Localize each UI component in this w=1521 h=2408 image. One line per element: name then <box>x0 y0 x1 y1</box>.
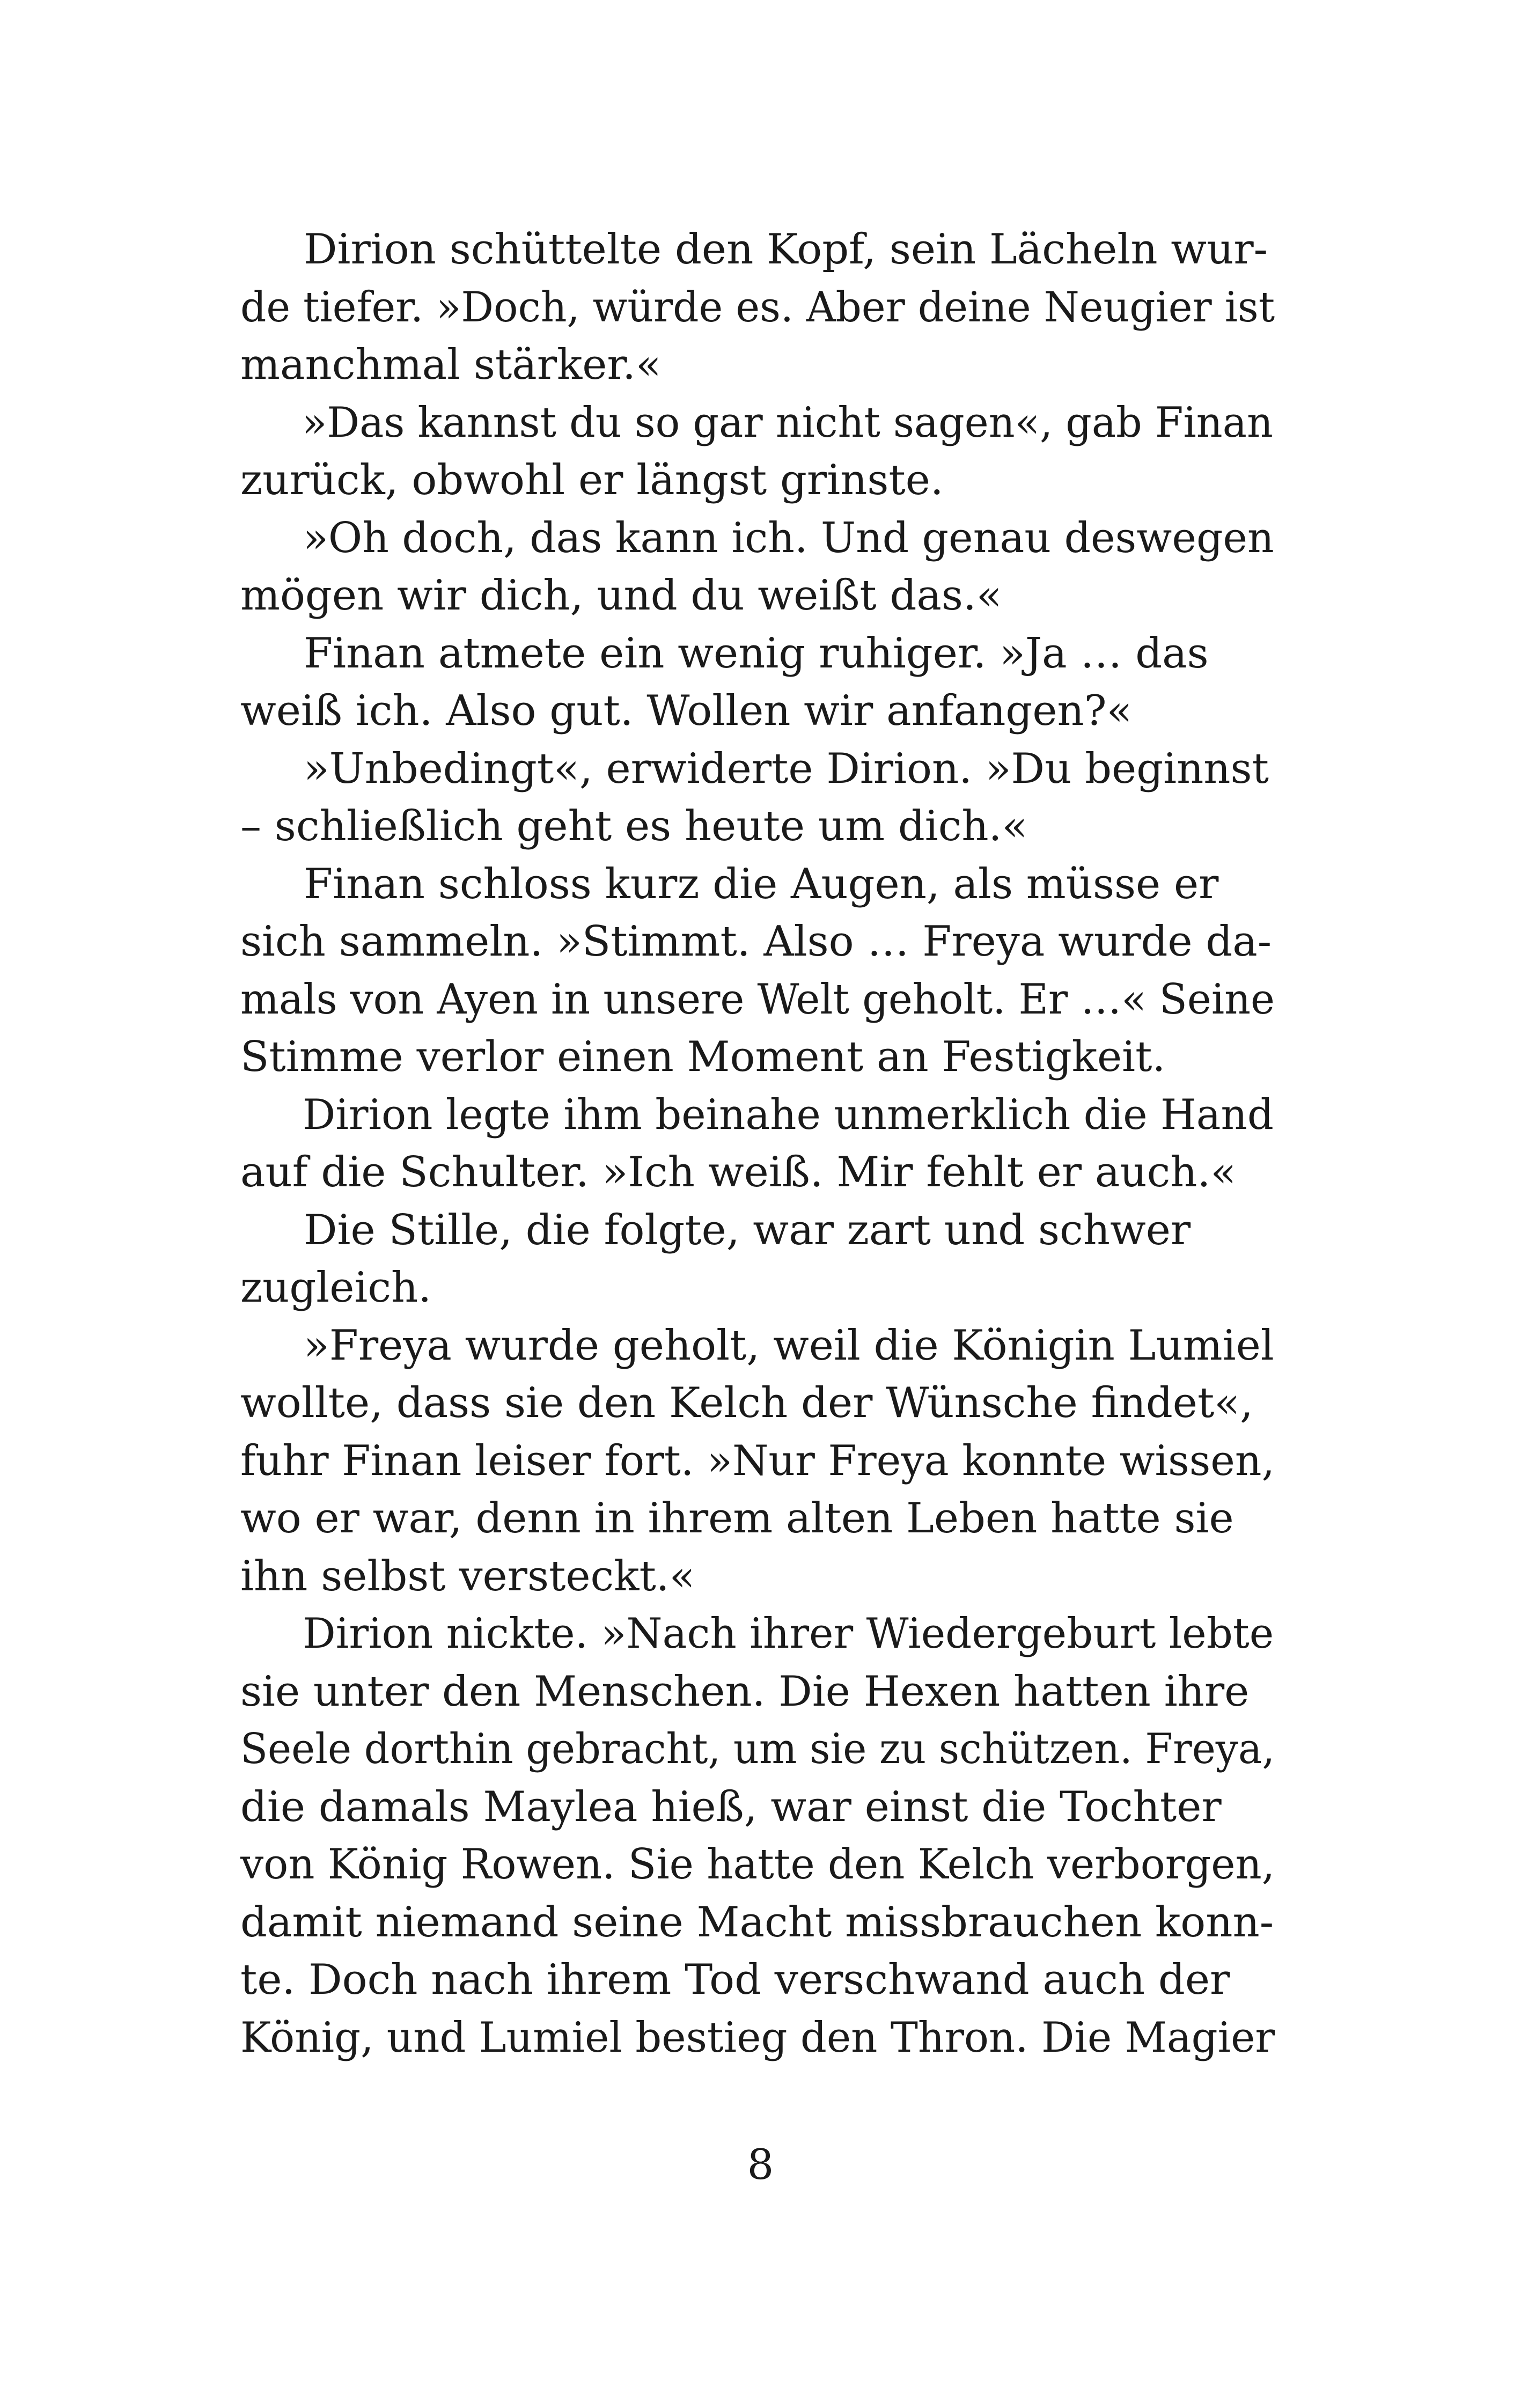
text-line: »Das kannst du so gar nicht sagen«, gab Finan <box>302 398 1273 447</box>
text-line: sich sammeln. »Stimmt. Also … Freya wurde da- <box>240 917 1272 966</box>
text-line: damit niemand seine Macht missbrauchen konn- <box>240 1898 1274 1947</box>
text-line: König, und Lumiel bestieg den Thron. Die Magier <box>240 2013 1275 2062</box>
page-number: 8 <box>747 2141 774 2189</box>
text-line: de tiefer. »Doch, würde es. Aber deine Neugier ist <box>240 283 1275 332</box>
text-line: Finan schloss kurz die Augen, als müsse er <box>304 860 1219 908</box>
text-line: ihn selbst versteckt.« <box>240 1552 695 1601</box>
text-line: Finan atmete ein wenig ruhiger. »Ja … das <box>304 629 1209 678</box>
text-line: Stimme verlor einen Moment an Festigkeit. <box>240 1033 1166 1081</box>
text-line: Dirion schüttelte den Kopf, sein Lächeln wur- <box>304 225 1268 274</box>
text-line: »Oh doch, das kann ich. Und genau deswegen <box>303 513 1274 562</box>
text-line: mals von Ayen in unsere Welt geholt. Er …« Seine <box>240 975 1275 1024</box>
text-line: sie unter den Menschen. Die Hexen hatten ihre <box>240 1667 1250 1716</box>
text-line: »Unbedingt«, erwiderte Dirion. »Du beginnst <box>304 744 1269 793</box>
text-line: auf die Schulter. »Ich weiß. Mir fehlt er auch.« <box>240 1148 1237 1196</box>
text-line: Dirion nickte. »Nach ihrer Wiedergeburt lebte <box>303 1610 1274 1658</box>
text-line: manchmal stärker.« <box>240 341 662 389</box>
text-line: von König Rowen. Sie hatte den Kelch verborgen, <box>240 1840 1275 1889</box>
text-line: Seele dorthin gebracht, um sie zu schützen. Freya, <box>240 1725 1275 1773</box>
text-line: Dirion legte ihm beinahe unmerklich die Hand <box>302 1090 1274 1139</box>
body-text <box>240 221 1275 2067</box>
text-line: mögen wir dich, und du weißt das.« <box>240 571 1002 620</box>
text-line: zugleich. <box>240 1264 432 1312</box>
text-line: – schließlich geht es heute um dich.« <box>240 802 1028 850</box>
text-line: fuhr Finan leiser fort. »Nur Freya konnte wissen, <box>240 1436 1275 1485</box>
text-line: wo er war, denn in ihrem alten Leben hatte sie <box>240 1494 1234 1543</box>
text-line: wollte, dass sie den Kelch der Wünsche findet«, <box>240 1379 1253 1427</box>
text-line: weiß ich. Also gut. Wollen wir anfangen?« <box>240 687 1133 735</box>
text-line: te. Doch nach ihrem Tod verschwand auch der <box>240 1956 1230 2004</box>
text-line: Die Stille, die folgte, war zart und schwer <box>304 1206 1191 1254</box>
text-line: die damals Maylea hieß, war einst die Tochter <box>240 1782 1222 1831</box>
text-line: »Freya wurde geholt, weil die Königin Lumiel <box>304 1321 1274 1370</box>
text-line: zurück, obwohl er längst grinste. <box>240 456 944 504</box>
